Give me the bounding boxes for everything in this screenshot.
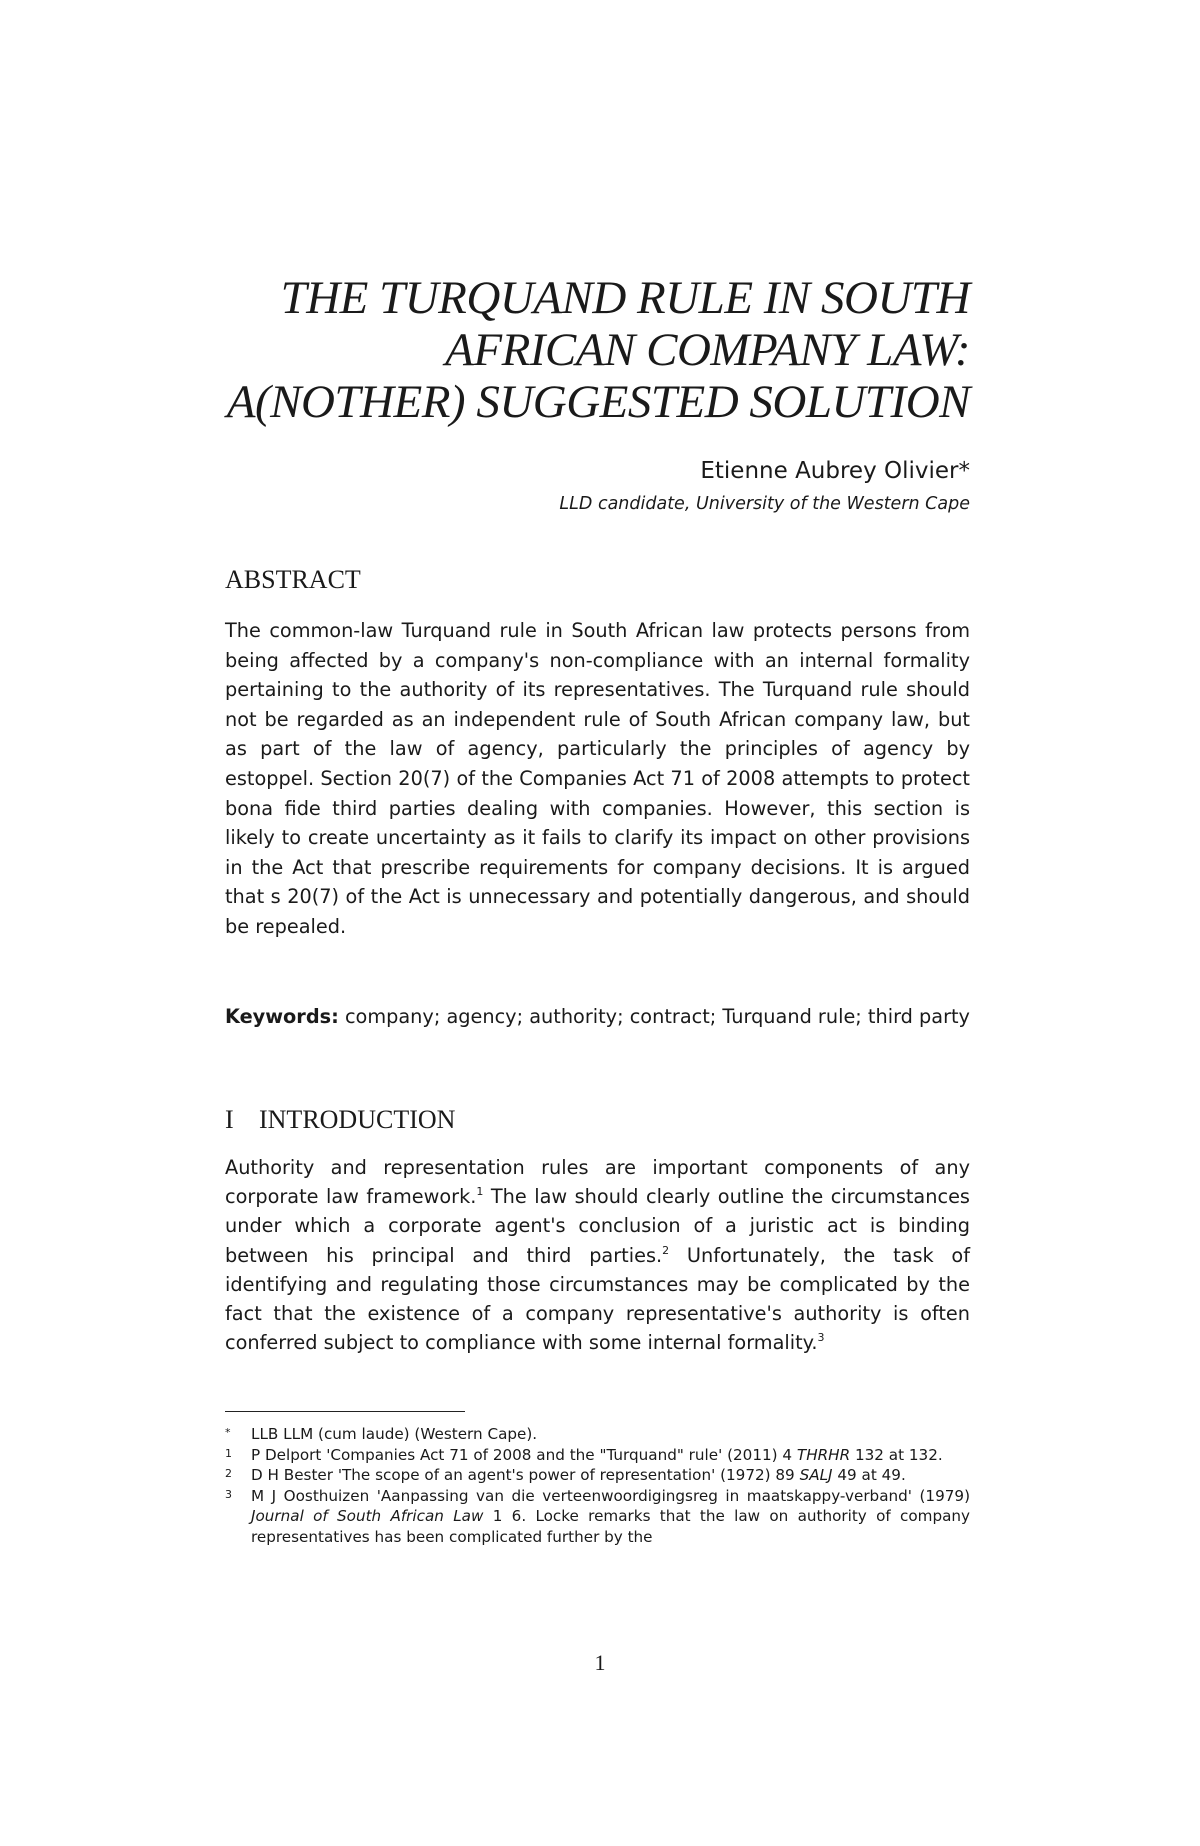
keywords bbox=[225, 1002, 970, 1032]
title-line-1: THE TURQUAND RULE IN SOUTH bbox=[280, 272, 970, 324]
section-number: I bbox=[225, 1105, 234, 1134]
footnote-mark: * bbox=[225, 1426, 231, 1439]
introduction-paragraph bbox=[225, 1153, 970, 1357]
footnote-mark: 3 bbox=[225, 1487, 232, 1501]
abstract-heading: ABSTRACT bbox=[225, 565, 361, 594]
section-heading-introduction bbox=[225, 1105, 455, 1135]
abstract-text: The common-law Turquand rule in South African law protects persons from being affected by a company's non-compliance with an internal formality pertaining to the authority of its representatives. The Turquand rule should not be regarded as an independent rule of South African company law, but as part of the law of agency, particularly the principles of agency by estoppel. Section 20(7) of the Companies Act 71 of 2008 attempts to protect bona fide third parties dealing with companies. However, this section is likely to create uncertainty as it fails to clarify its impact on other provisions in the Act that prescribe requirements for company decisions. It is argued that s 20(7) of the Act is unnecessary and potentially dangerous, and should be repealed. bbox=[225, 619, 970, 938]
footnote-ref-2[interactable]: 2 bbox=[662, 1243, 670, 1257]
intro-text-3: Unfortunately, the task of identifying and regulating those circumstances may be complicated by the fact that the existence of a company representative's authority is often conferred subject to compliance with some internal formality. bbox=[225, 1243, 971, 1355]
keywords-list: company; agency; authority; contract; Turquand rule; third party bbox=[344, 1005, 970, 1028]
footnote-2 bbox=[225, 1465, 970, 1486]
section-title: INTRODUCTION bbox=[259, 1105, 456, 1134]
article-title bbox=[210, 272, 970, 428]
footnote-3 bbox=[225, 1486, 970, 1548]
author-name: Etienne Aubrey Olivier* bbox=[700, 458, 970, 484]
footnotes bbox=[225, 1424, 970, 1547]
footnote-text: LLB LLM (cum laude) (Western Cape). bbox=[251, 1425, 538, 1443]
title-line-3: A(NOTHER) SUGGESTED SOLUTION bbox=[226, 376, 970, 428]
footnote-mark: 1 bbox=[225, 1446, 232, 1460]
intro-text-1: Authority and representation rules are important components of any corporate law framework. bbox=[225, 1156, 970, 1209]
footnote-mark: 2 bbox=[225, 1467, 232, 1480]
intro-text-2: The law should clearly outline the circumstances under which a corporate agent's conclusion of a juristic act is binding between his principal and third parties. bbox=[225, 1185, 970, 1267]
footnote-text: M J Oosthuizen 'Aanpassing van die verteenwoordigingsreg in maatskappy-verband' (1979) Journal of South African Law 1 6. Locke remarks that the law on authority of company representatives has been complicated further by the bbox=[251, 1486, 970, 1546]
footnote-ref-1[interactable]: 1 bbox=[476, 1185, 484, 1199]
footnote-ref-3[interactable]: 3 bbox=[817, 1331, 825, 1345]
keywords-label: Keywords: bbox=[225, 1005, 339, 1028]
footnote-1 bbox=[225, 1445, 970, 1466]
footnote-author bbox=[225, 1424, 970, 1445]
title-line-2: AFRICAN COMPANY LAW: bbox=[445, 324, 970, 376]
footnote-divider bbox=[225, 1411, 465, 1412]
page-number: 1 bbox=[594, 1650, 606, 1675]
author-affiliation: LLD candidate, University of the Western Cape bbox=[559, 494, 970, 514]
footnote-text: D H Bester 'The scope of an agent's power of representation' (1972) 89 SALJ 49 at 49. bbox=[251, 1466, 906, 1484]
footnote-text: P Delport 'Companies Act 71 of 2008 and the "Turquand" rule' (2011) 4 THRHR 132 at 132. bbox=[251, 1445, 943, 1464]
